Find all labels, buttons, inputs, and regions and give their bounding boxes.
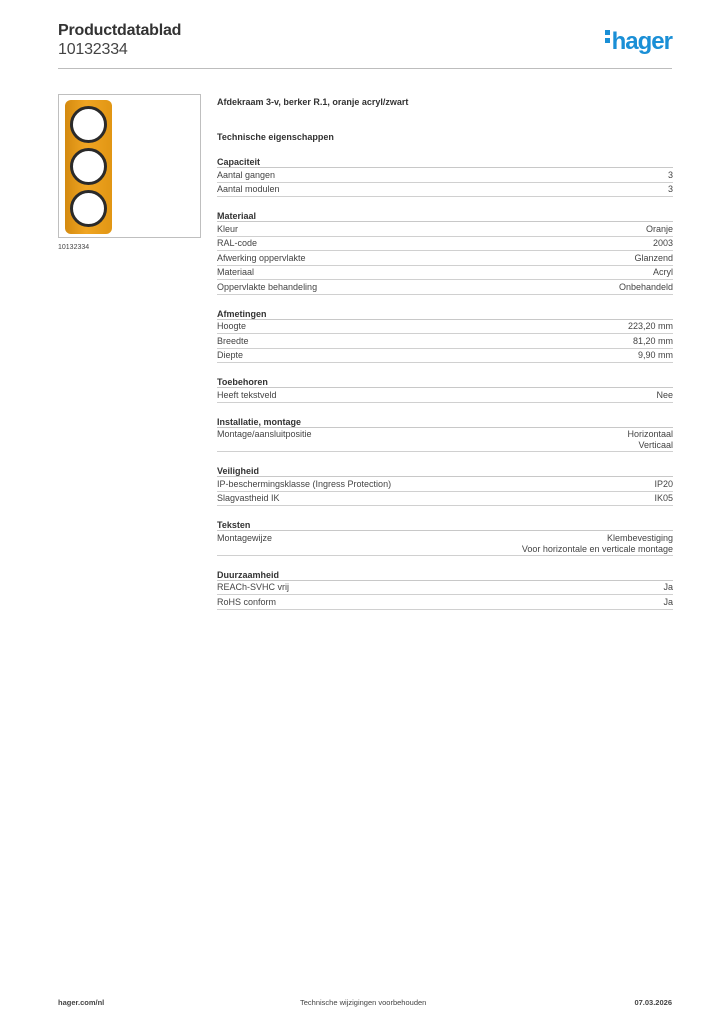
spec-section bbox=[217, 210, 673, 295]
spec-row bbox=[217, 531, 673, 556]
spec-value-line: Horizontaal bbox=[627, 429, 673, 439]
section-title: Teksten bbox=[217, 519, 673, 531]
spec-value bbox=[653, 238, 673, 250]
spec-value bbox=[646, 224, 673, 236]
spec-label: IP-beschermingsklasse (Ingress Protection) bbox=[217, 478, 392, 489]
frame-opening bbox=[70, 190, 107, 227]
spec-value-line: Nee bbox=[656, 389, 673, 400]
spec-label: RAL-code bbox=[217, 238, 258, 248]
hager-logo bbox=[605, 28, 672, 56]
section-title: Capaciteit bbox=[217, 156, 673, 168]
spec-label: Diepte bbox=[217, 350, 244, 360]
spec-row bbox=[217, 388, 673, 403]
spec-value bbox=[653, 267, 673, 279]
spec-label: Materiaal bbox=[217, 267, 255, 277]
spec-value-line: Verticaal bbox=[638, 440, 673, 450]
spec-value bbox=[663, 597, 673, 609]
product-details bbox=[217, 96, 673, 610]
spec-label: Montage/aansluitpositie bbox=[217, 429, 312, 439]
spec-value-line: IP20 bbox=[654, 478, 673, 489]
spec-value-line: 9,90 mm bbox=[637, 350, 673, 360]
spec-section bbox=[217, 376, 673, 403]
header-divider bbox=[58, 68, 672, 69]
frame-opening bbox=[70, 106, 107, 143]
product-image bbox=[58, 94, 201, 238]
spec-value bbox=[628, 321, 673, 333]
section-title: Veiligheid bbox=[217, 465, 673, 477]
spec-section bbox=[217, 519, 673, 556]
section-title: Duurzaamheid bbox=[217, 569, 673, 581]
spec-value-line: 3 bbox=[667, 169, 673, 180]
spec-row bbox=[217, 168, 673, 183]
section-title: Toebehoren bbox=[217, 376, 673, 388]
spec-value bbox=[619, 282, 673, 294]
spec-value-line: Ja bbox=[663, 582, 673, 592]
spec-row bbox=[217, 237, 673, 252]
spec-value-line: IK05 bbox=[654, 493, 673, 503]
product-title: Afdekraam 3-v, berker R.1, oranje acryl/zwart bbox=[217, 97, 409, 107]
document-number: 10132334 bbox=[58, 41, 128, 58]
spec-value-line: Glanzend bbox=[634, 252, 673, 263]
spec-value-line: 81,20 mm bbox=[632, 335, 673, 346]
spec-label: Slagvastheid IK bbox=[217, 493, 280, 503]
spec-label: Heeft tekstveld bbox=[217, 389, 277, 400]
spec-row bbox=[217, 320, 673, 335]
footer-disclaimer: Technische wijzigingen voorbehouden bbox=[300, 998, 427, 1007]
spec-row bbox=[217, 222, 673, 237]
section-title: Afmetingen bbox=[217, 308, 673, 320]
spec-value bbox=[654, 479, 673, 491]
spec-value bbox=[638, 350, 673, 362]
spec-row bbox=[217, 266, 673, 281]
spec-value-line: Klembevestiging bbox=[606, 532, 673, 543]
spec-section bbox=[217, 569, 673, 610]
spec-value bbox=[522, 533, 673, 555]
spec-row bbox=[217, 581, 673, 596]
page-header bbox=[58, 22, 672, 68]
spec-label: Breedte bbox=[217, 335, 249, 346]
image-caption: 10132334 bbox=[58, 244, 90, 251]
spec-section bbox=[217, 465, 673, 506]
spec-value-line: Acryl bbox=[653, 267, 673, 277]
footer-website-link[interactable]: hager.com/nl bbox=[58, 998, 105, 1007]
document-title: Productdatablad bbox=[58, 22, 182, 39]
footer-date: 07.03.2026 bbox=[634, 998, 672, 1007]
spec-row bbox=[217, 595, 673, 610]
spec-row bbox=[217, 280, 673, 295]
spec-value-line: 2003 bbox=[652, 238, 673, 248]
spec-value-line: Oranje bbox=[645, 223, 673, 234]
frame-opening bbox=[70, 148, 107, 185]
spec-label: Kleur bbox=[217, 223, 239, 234]
spec-value bbox=[634, 253, 673, 265]
spec-row bbox=[217, 477, 673, 492]
spec-label: Oppervlakte behandeling bbox=[217, 281, 318, 292]
spec-value bbox=[656, 390, 673, 402]
spec-row bbox=[217, 251, 673, 266]
spec-value bbox=[654, 493, 673, 505]
spec-value bbox=[627, 429, 673, 451]
spec-label: Hoogte bbox=[217, 321, 247, 331]
spec-label: Aantal gangen bbox=[217, 169, 276, 180]
spec-row bbox=[217, 334, 673, 349]
spec-sections bbox=[217, 156, 673, 610]
spec-label: Montagewijze bbox=[217, 532, 273, 543]
spec-label: REACh-SVHC vrij bbox=[217, 582, 290, 592]
spec-row bbox=[217, 492, 673, 507]
spec-label: RoHS conform bbox=[217, 596, 277, 607]
spec-row bbox=[217, 428, 673, 453]
spec-value-line: Onbehandeld bbox=[618, 281, 673, 292]
technical-heading: Technische eigenschappen bbox=[217, 132, 334, 142]
spec-section bbox=[217, 308, 673, 364]
spec-value-line: 223,20 mm bbox=[627, 321, 673, 331]
section-title: Materiaal bbox=[217, 210, 673, 222]
spec-row bbox=[217, 183, 673, 198]
cover-frame-image bbox=[65, 100, 112, 234]
logo-text: hager bbox=[611, 28, 672, 55]
spec-value bbox=[668, 170, 673, 182]
section-title: Installatie, montage bbox=[217, 416, 673, 428]
spec-value bbox=[663, 582, 673, 594]
spec-label: Aantal modulen bbox=[217, 184, 280, 194]
spec-row bbox=[217, 349, 673, 364]
spec-label: Afwerking oppervlakte bbox=[217, 252, 306, 263]
spec-value bbox=[668, 184, 673, 196]
spec-value-line: 3 bbox=[667, 184, 673, 194]
logo-dots-icon bbox=[605, 30, 610, 46]
spec-value bbox=[633, 336, 673, 348]
spec-section bbox=[217, 156, 673, 197]
spec-value-line: Ja bbox=[663, 596, 673, 607]
spec-value-line: Voor horizontale en verticale montage bbox=[521, 543, 673, 554]
spec-section bbox=[217, 416, 673, 453]
